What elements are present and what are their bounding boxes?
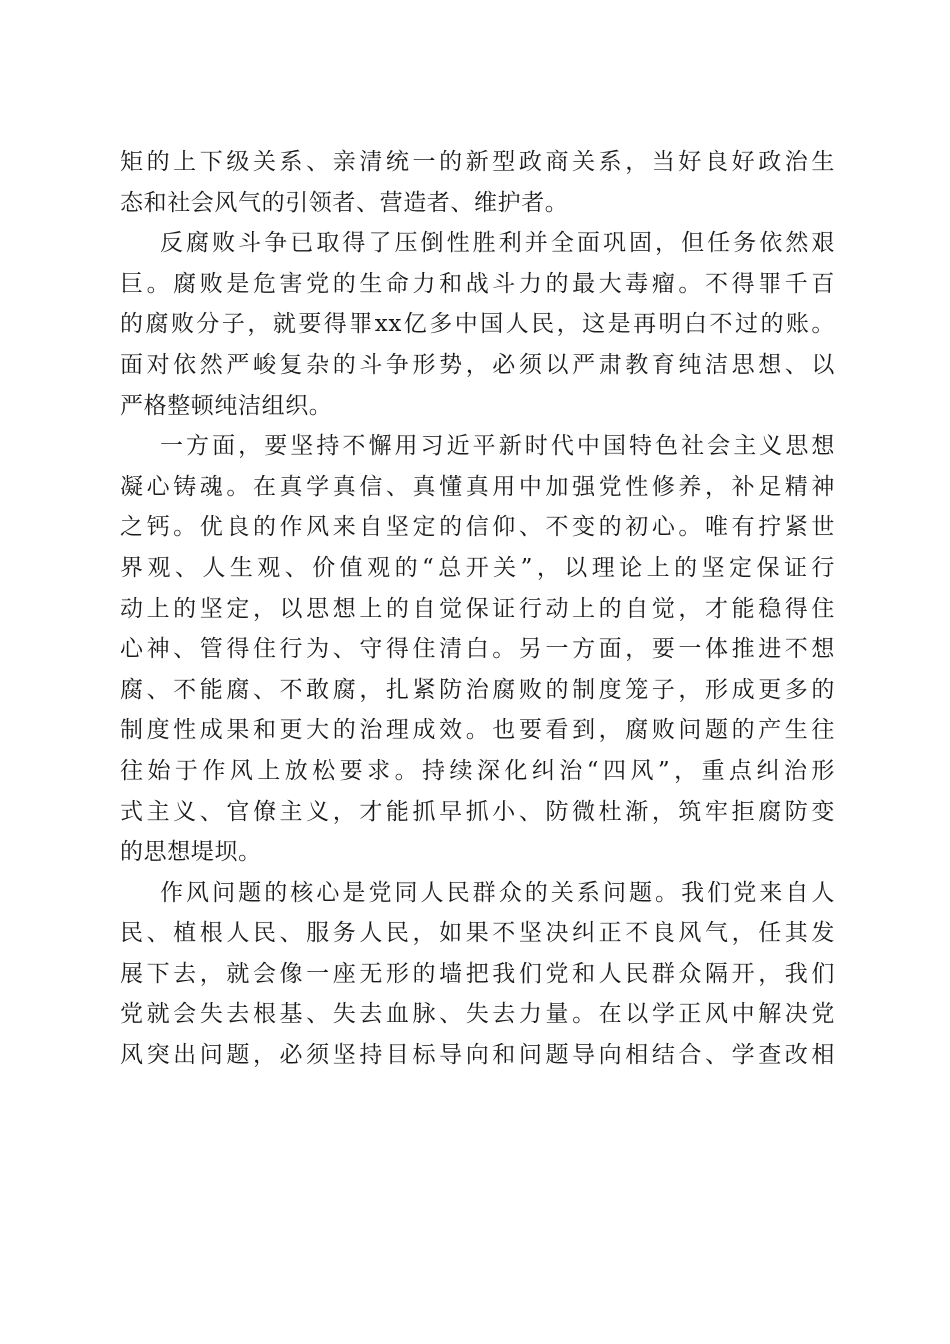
text-line: 党就会失去根基、失去血脉、失去力量。在以学正风中解决党	[120, 1001, 835, 1028]
text-line: 制度性成果和更大的治理成效。也要看到，腐败问题的产生往	[120, 717, 835, 744]
text-line: 凝心铸魂。在真学真信、真懂真用中加强党性修养，补足精神	[120, 473, 835, 500]
text-line: 反腐败斗争已取得了压倒性胜利并全面巩固，但任务依然艰	[160, 230, 835, 257]
text-line: 动上的坚定，以思想上的自觉保证行动上的自觉，才能稳得住	[120, 595, 835, 622]
text-line: 的思想堤坝。	[120, 839, 262, 866]
text-line: 民、植根人民、服务人民，如果不坚决纠正不良风气，任其发	[120, 920, 835, 947]
text-line: 巨。腐败是危害党的生命力和战斗力的最大毒瘤。不得罪千百	[120, 270, 835, 297]
text-line: 腐、不能腐、不敢腐，扎紧防治腐败的制度笼子，形成更多的	[120, 676, 835, 703]
text-line: 展下去，就会像一座无形的墙把我们党和人民群众隔开，我们	[120, 960, 835, 987]
paragraph-2	[120, 223, 835, 426]
text-line: 一方面，要坚持不懈用习近平新时代中国特色社会主义思想	[160, 433, 835, 460]
text-line: 心神、管得住行为、守得住清白。另一方面，要一体推进不想	[120, 636, 835, 663]
text-line: 态和社会风气的引领者、营造者、维护者。	[120, 189, 569, 216]
text-line: 严格整顿纯洁组织。	[120, 392, 333, 419]
paragraph-3	[120, 426, 835, 873]
text-line: 的腐败分子，就要得罪xx亿多中国人民，这是再明白不过的账。	[120, 311, 835, 338]
paragraph-4	[120, 873, 835, 1076]
text-line: 作风问题的核心是党同人民群众的关系问题。我们党来自人	[160, 879, 835, 906]
document-body	[120, 142, 835, 1076]
paragraph-1	[120, 142, 835, 223]
text-line: 往始于作风上放松要求。持续深化纠治“四风”，重点纠治形	[120, 757, 835, 784]
text-line: 界观、人生观、价值观的“总开关”，以理论上的坚定保证行	[120, 554, 835, 581]
text-line: 之钙。优良的作风来自坚定的信仰、不变的初心。唯有拧紧世	[120, 514, 835, 541]
text-line: 风突出问题，必须坚持目标导向和问题导向相结合、学查改相	[120, 1042, 835, 1069]
text-line: 式主义、官僚主义，才能抓早抓小、防微杜渐，筑牢拒腐防变	[120, 798, 835, 825]
text-line: 矩的上下级关系、亲清统一的新型政商关系，当好良好政治生	[120, 149, 835, 175]
text-line: 面对依然严峻复杂的斗争形势，必须以严肃教育纯洁思想、以	[120, 351, 835, 378]
